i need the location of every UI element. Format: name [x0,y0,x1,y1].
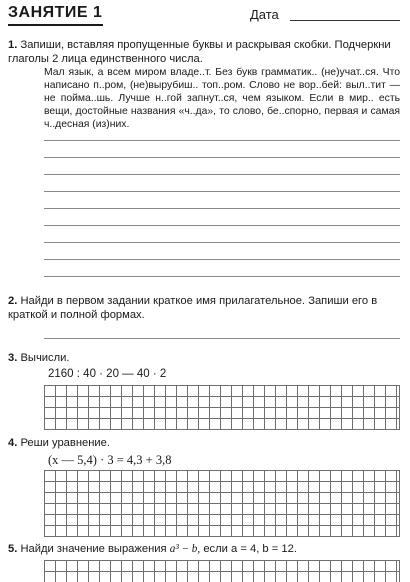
task-3-instruction [8,351,70,365]
task-1-instruction-text: Запиши, вставляя пропущенные буквы и раскрывая скобки. Подчеркни глаголы 2 лица единственного числа. [8,39,391,65]
task-1-exercise-text: Мал язык, а всем миром владе..т. Без букв грамматик.. (не)учат..ся. Что написано п..ром, (не)вырубиш.. топ..ром. Слово не вор..бей: выл..тит — не пойма..шь. Лучше н..гой запнут..ся, чем языком. Если в мир.. есть вещи, достойные названия «ч..да», то слово, бе..спорно, первая и самая ч..десная (из)них. [44,67,400,130]
task-2-number: 2. [8,295,18,307]
writing-line[interactable] [44,174,400,175]
date-field[interactable] [290,20,400,21]
task-3-instruction-text: Вычисли. [20,352,70,364]
task-5-expression: a³ − b, [169,543,201,555]
task-1-number: 1. [8,39,18,51]
title-underline [8,24,103,26]
task-4-grid[interactable] [44,470,400,537]
task-5-condition: если a = 4, b = 12. [203,543,297,555]
task-4-equation: (x — 5,4) · 3 = 4,3 + 3,8 [48,453,172,467]
date-label: Дата [250,7,279,22]
writing-line[interactable] [44,208,400,209]
task-1-instruction [8,38,400,66]
task-2-instruction [8,294,400,322]
task-4-number: 4. [8,437,18,449]
task-4-instruction-text: Реши уравнение. [20,437,110,449]
task-3-number: 3. [8,352,18,364]
writing-line[interactable] [44,338,400,339]
writing-line[interactable] [44,191,400,192]
writing-line[interactable] [44,276,400,277]
page-title: ЗАНЯТИЕ 1 [8,4,103,21]
task-5-grid[interactable] [44,560,400,582]
writing-line[interactable] [44,259,400,260]
task-5-instruction [8,542,408,556]
task-4-instruction [8,436,110,450]
writing-line[interactable] [44,242,400,243]
writing-line[interactable] [44,225,400,226]
task-5-number: 5. [8,543,18,555]
writing-line[interactable] [44,157,400,158]
task-3-expression: 2160 : 40 · 20 — 40 · 2 [48,368,167,380]
writing-line[interactable] [44,140,400,141]
task-2-instruction-text: Найди в первом задании краткое имя прилагательное. Запиши его в краткой и полной формах. [8,295,378,321]
task-5-instruction-text: Найди значение выражения [20,543,167,555]
task-3-grid[interactable] [44,385,400,430]
